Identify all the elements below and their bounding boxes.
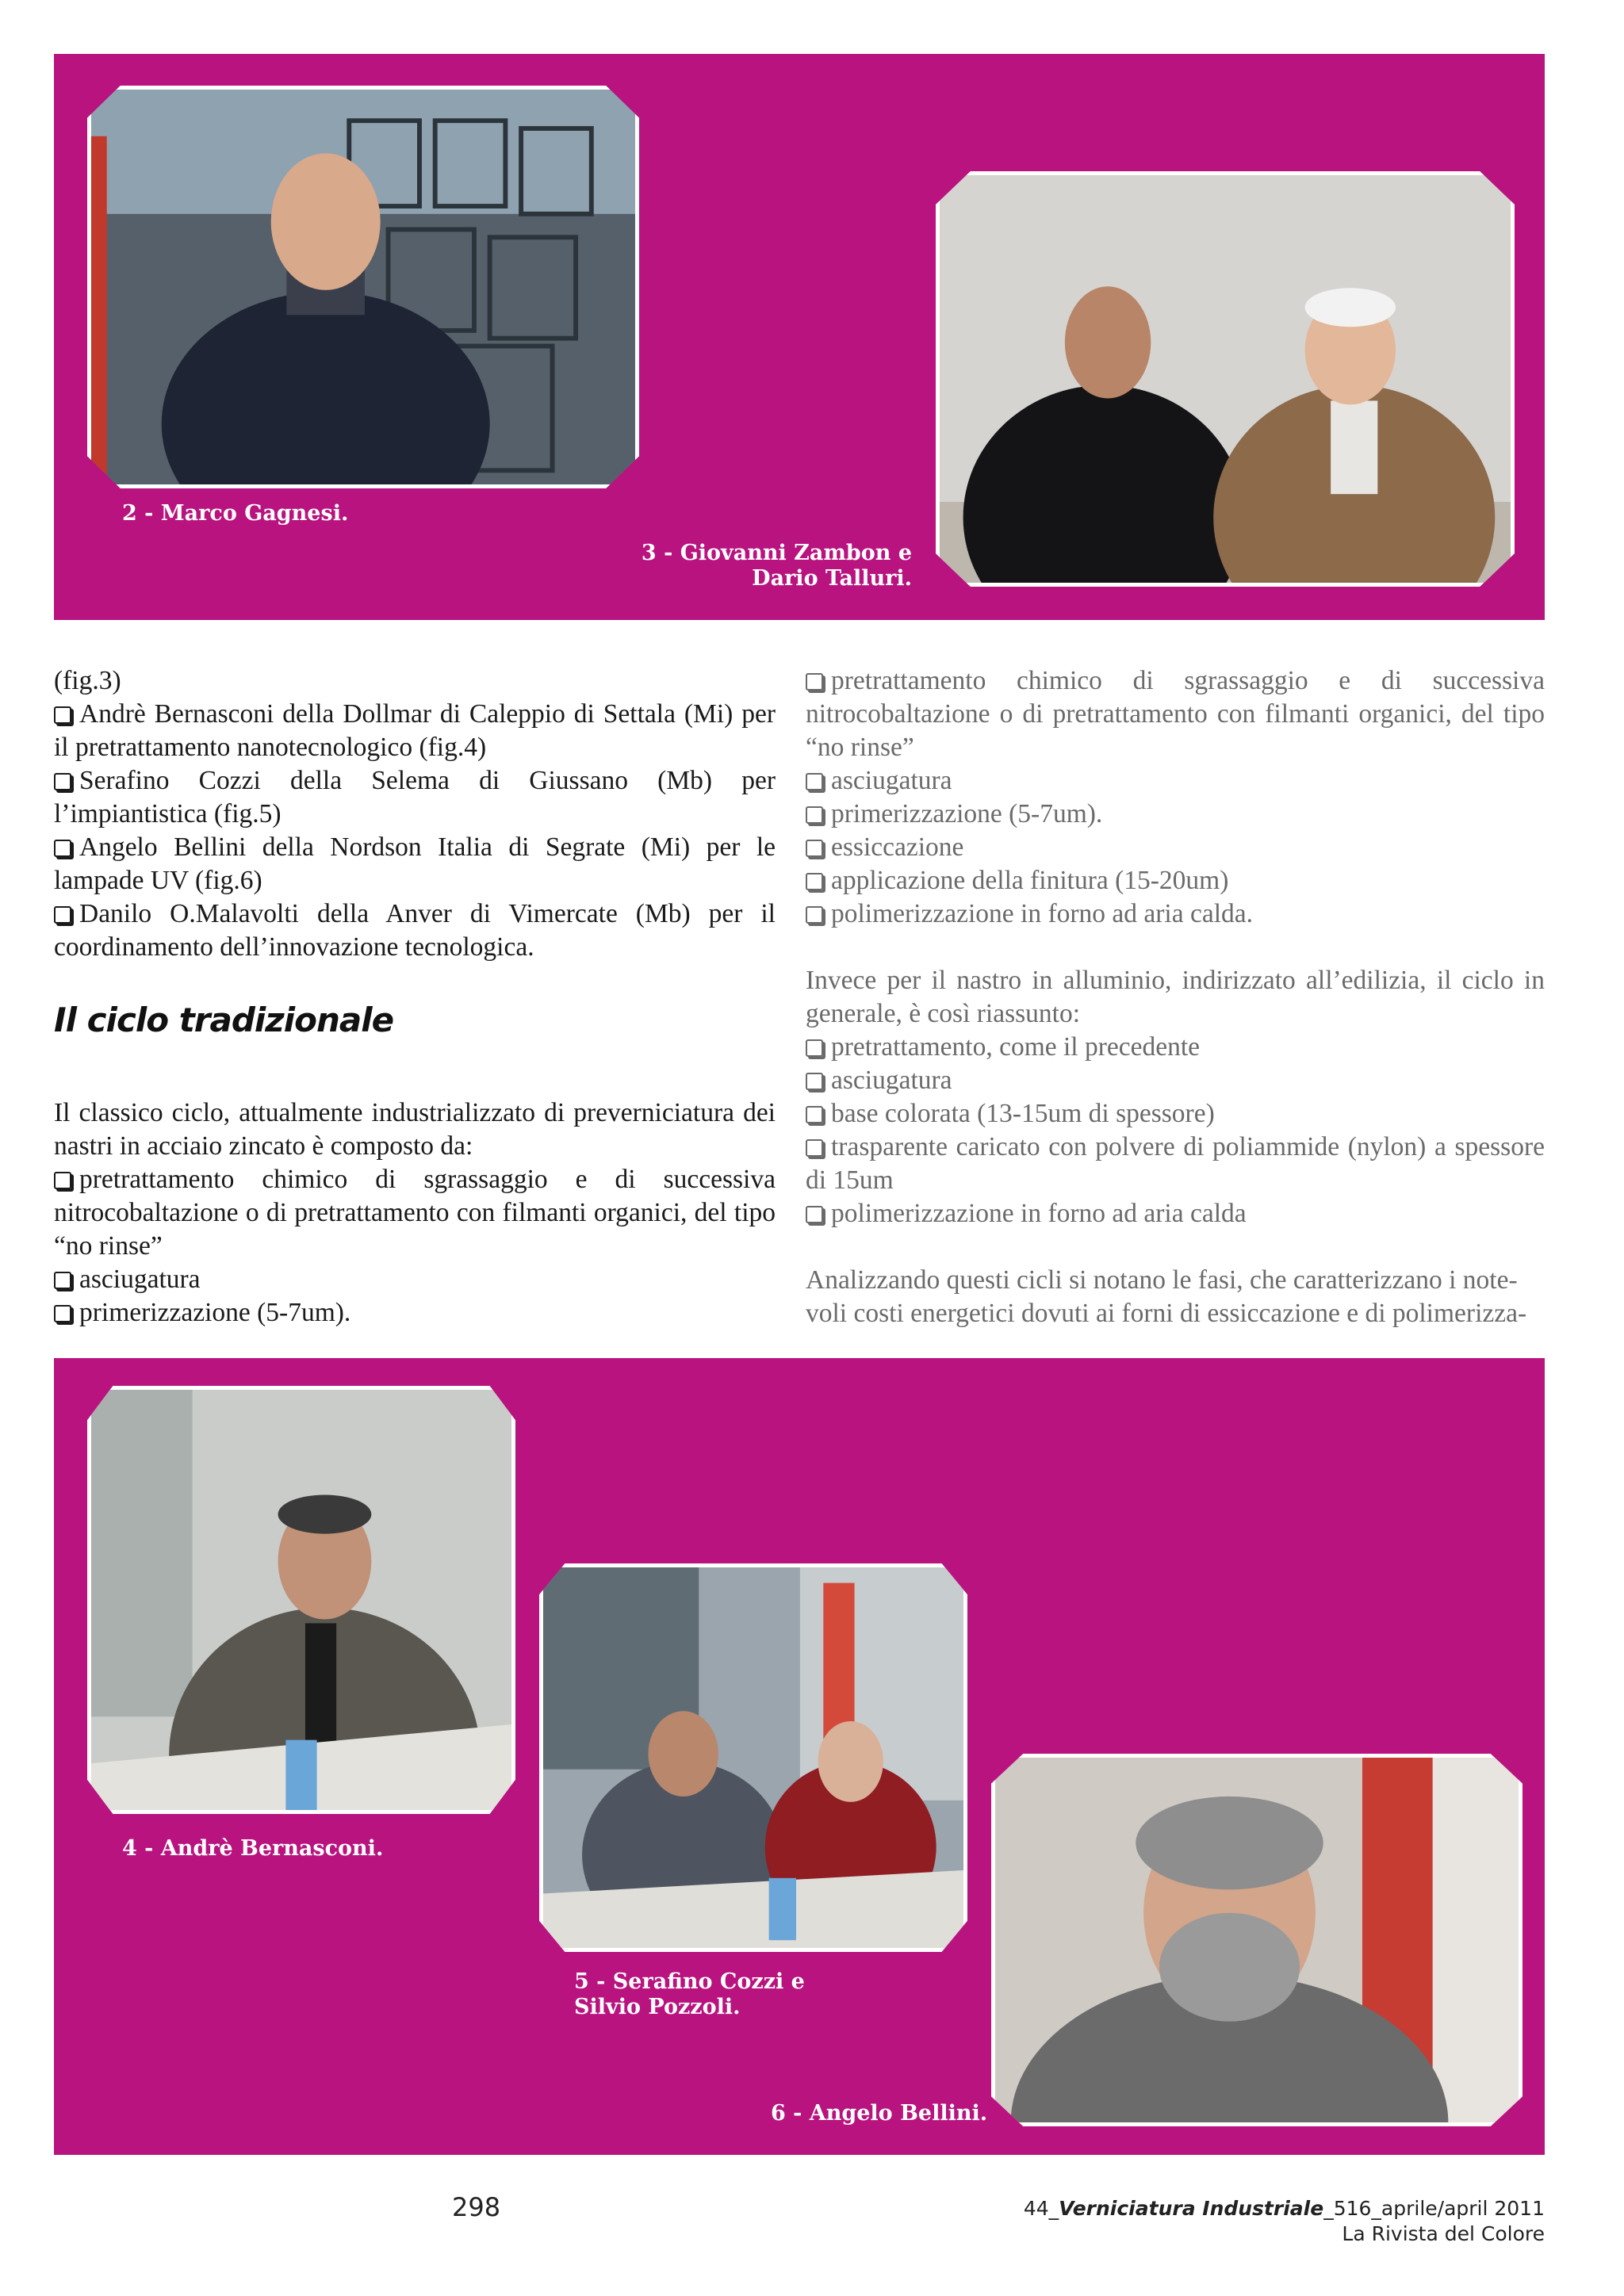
checkbox-bullet-icon: [806, 806, 823, 824]
magazine-subtitle: La Rivista del Colore: [1342, 2222, 1545, 2245]
checkbox-bullet-icon: [806, 773, 823, 790]
section-title: Il ciclo tradizionale: [54, 1001, 394, 1039]
checkbox-bullet-icon: [806, 1106, 823, 1123]
caption-fig-4: 4 - Andrè Bernasconi.: [122, 1836, 384, 1861]
checkbox-bullet-icon: [806, 1073, 823, 1090]
list-item: Serafino Cozzi della Selema di Giussano (Mb) per l’impiantistica (fig.5): [54, 766, 776, 828]
photo-3-image: [940, 175, 1511, 583]
checkbox-bullet-icon: [806, 673, 823, 691]
caption-fig-6: 6 - Angelo Bellini.: [771, 2101, 988, 2126]
checkbox-bullet-icon: [806, 906, 823, 924]
checkbox-bullet-icon: [806, 1206, 823, 1223]
list-item: trasparente caricato con polvere di poliammide (nylon) a spessore di 15um: [806, 1132, 1545, 1195]
list-item: pretrattamento chimico di sgrassaggio e di successiva nitrocobaltazione o di pretrattamento con filmanti organici, del tipo “no rinse”: [806, 666, 1545, 762]
list-item: base colorata (13-15um di spessore): [806, 1097, 1545, 1131]
checkbox-bullet-icon: [54, 1305, 71, 1322]
fig-ref-line: (fig.3): [54, 666, 121, 695]
photo-2-image: [91, 90, 635, 484]
cycle-intro-paragraph: Il classico ciclo, attualmente industrializzato di preverniciatura dei nastri in acciaio zincato è composto da:: [54, 1098, 776, 1161]
magazine-name: Verniciatura Industriale: [1059, 2197, 1324, 2220]
list-item: pretrattamento chimico di sgrassaggio e di successiva nitrocobaltazione o di pretrattamento con filmanti organici, del tipo “no rinse”: [54, 1165, 776, 1261]
list-item: Danilo O.Malavolti della Anver di Vimercate (Mb) per il coordinamento dell’innovazione tecnologica.: [54, 899, 776, 962]
right-column: [806, 664, 1545, 1330]
caption-fig-3: 3 - Giovanni Zambon e Dario Talluri.: [641, 541, 912, 591]
photo-cozzi-pozzoli: [539, 1563, 967, 1952]
left-column: [54, 664, 776, 964]
checkbox-bullet-icon: [54, 1272, 71, 1289]
photo-andre-bernasconi: [87, 1386, 515, 1814]
aluminium-intro-paragraph: Invece per il nastro in alluminio, indirizzato all’edilizia, il ciclo in generale, è così riassunto:: [806, 966, 1545, 1028]
list-item: asciugatura: [806, 1064, 1545, 1097]
checkbox-bullet-icon: [54, 706, 71, 724]
caption-fig-5: 5 - Serafino Cozzi e Silvio Pozzoli.: [574, 1969, 805, 2019]
analysis-line: Analizzando questi cicli si notano le fasi, che caratterizzano i note-: [806, 1265, 1518, 1295]
photo-angelo-bellini: [991, 1754, 1522, 2126]
caption-fig-2: 2 - Marco Gagnesi.: [122, 501, 349, 526]
list-item: asciugatura: [806, 764, 1545, 798]
checkbox-bullet-icon: [806, 1139, 823, 1157]
list-item: polimerizzazione in forno ad aria calda: [806, 1197, 1545, 1230]
list-item: applicazione della finitura (15-20um): [806, 864, 1545, 897]
photo-6-image: [995, 1758, 1519, 2122]
photo-4-image: [91, 1390, 511, 1810]
list-item: Angelo Bellini della Nordson Italia di Segrate (Mi) per le lampade UV (fig.6): [54, 832, 776, 895]
issue-line: 44_Verniciatura Industriale_516_aprile/april 2011: [1023, 2197, 1545, 2220]
list-item: asciugatura: [54, 1263, 776, 1296]
checkbox-bullet-icon: [54, 1172, 71, 1189]
checkbox-bullet-icon: [54, 906, 71, 924]
page-number: 298: [452, 2192, 501, 2222]
photo-5-image: [543, 1567, 963, 1948]
analysis-line: voli costi energetici dovuti ai forni di essiccazione e di polimerizza-: [806, 1299, 1527, 1328]
photo-marco-gagnesi: [87, 86, 639, 488]
list-item: primerizzazione (5-7um).: [806, 798, 1545, 831]
list-item: Andrè Bernasconi della Dollmar di Caleppio di Settala (Mi) per il pretrattamento nanotecnologico (fig.4): [54, 699, 776, 762]
contributor-list: [54, 698, 776, 964]
footer-issue-info: [1024, 2196, 1545, 2247]
photo-zambon-talluri: [936, 171, 1515, 587]
checkbox-bullet-icon: [54, 773, 71, 790]
checkbox-bullet-icon: [806, 1039, 823, 1057]
left-column-cycle: [54, 1096, 776, 1330]
list-item: primerizzazione (5-7um).: [54, 1296, 776, 1330]
list-item: pretrattamento, come il precedente: [806, 1031, 1545, 1064]
list-item: polimerizzazione in forno ad aria calda.: [806, 897, 1545, 931]
checkbox-bullet-icon: [54, 840, 71, 857]
list-item: essiccazione: [806, 831, 1545, 864]
checkbox-bullet-icon: [806, 840, 823, 857]
checkbox-bullet-icon: [806, 873, 823, 890]
